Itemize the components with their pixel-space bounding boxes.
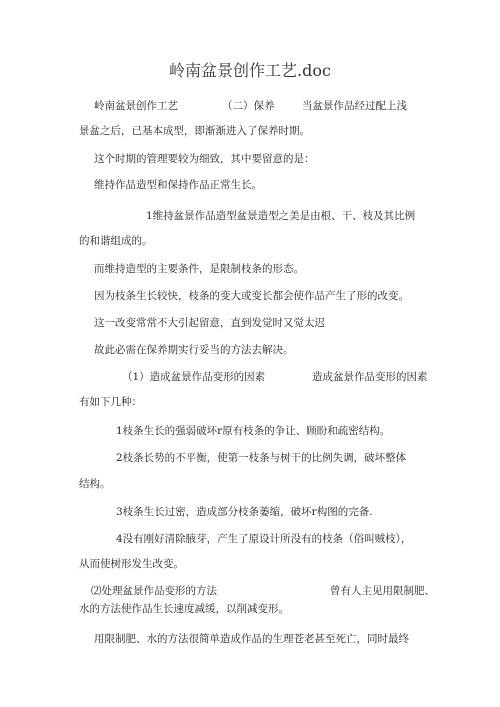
intro-text: 当盆景作品经过配上浅	[302, 100, 407, 112]
paragraph-line: 这个时期的管理要较为细致，其中要留意的是：	[94, 153, 315, 165]
paragraph-line: 水的方法使作品生长速度减缓，以削减变形。	[79, 603, 289, 615]
subheading-line	[122, 370, 452, 384]
list-item-continuation: 结构。	[79, 478, 111, 490]
section-heading-maintenance: （二）保养	[222, 100, 275, 112]
intro-line	[94, 99, 474, 113]
paragraph-line: 的和谐组成的。	[79, 235, 153, 247]
intro-heading: 岭南盆景创作工艺	[94, 100, 178, 112]
list-item: 3枝条生长过密，造成部分枝条萎缩，破坏r构图的完备.	[116, 506, 373, 518]
document-title: 岭南盆景创作工艺.doc	[169, 61, 331, 80]
paragraph-line: 而维持造型的主要条件，是限制枝条的形态。	[94, 263, 304, 275]
subheading-methods: ⑵处理盆景作品变形的方法	[91, 585, 217, 597]
subheading-causes: （1）造成盆景作品变形的因素	[122, 371, 266, 383]
subheading-text: 曾有人主见用限制肥、	[330, 585, 435, 597]
paragraph-line: 这一改变常常不大引起留意，直到发觉时又觉太迟	[94, 317, 325, 329]
paragraph-line: 故此必需在保养期实行妥当的方法去解决。	[94, 344, 294, 356]
list-item-continuation: 从而使树形发生改变。	[79, 558, 184, 570]
list-item: 1枝条生长的强弱破坏r原有枝条的争让、顾盼和疏密结构。	[116, 425, 391, 437]
paragraph-line: 维持作品造型和保持作品正常生长。	[94, 179, 262, 191]
subheading-text: 造成盆景作品变形的因素	[312, 371, 428, 383]
paragraph-line: 用限制肥、水的方法很简单造成作品的生理苍老甚至死亡，同时最终	[94, 633, 409, 645]
list-item: 4没有刚好清除腋芽，产生了原设计所没有的枝条（俗叫贼枝），	[116, 533, 412, 545]
paragraph-line: 有如下几种：	[79, 396, 142, 408]
list-item: 2枝条长势的不平衡，使第一枝条与树干的比例失调，破坏整体	[116, 452, 407, 464]
paragraph-line: 1维持盆景作品造型盆景造型之美是由根、干、枝及其比例	[146, 210, 416, 222]
subheading-line	[91, 584, 435, 598]
paragraph-line: 因为枝条生长较快，枝条的变大或变长都会使作品产生了形的改变。	[94, 290, 409, 302]
paragraph-line: 景盆之后，已基本成型，即渐渐进入了保养时期。	[79, 125, 310, 137]
